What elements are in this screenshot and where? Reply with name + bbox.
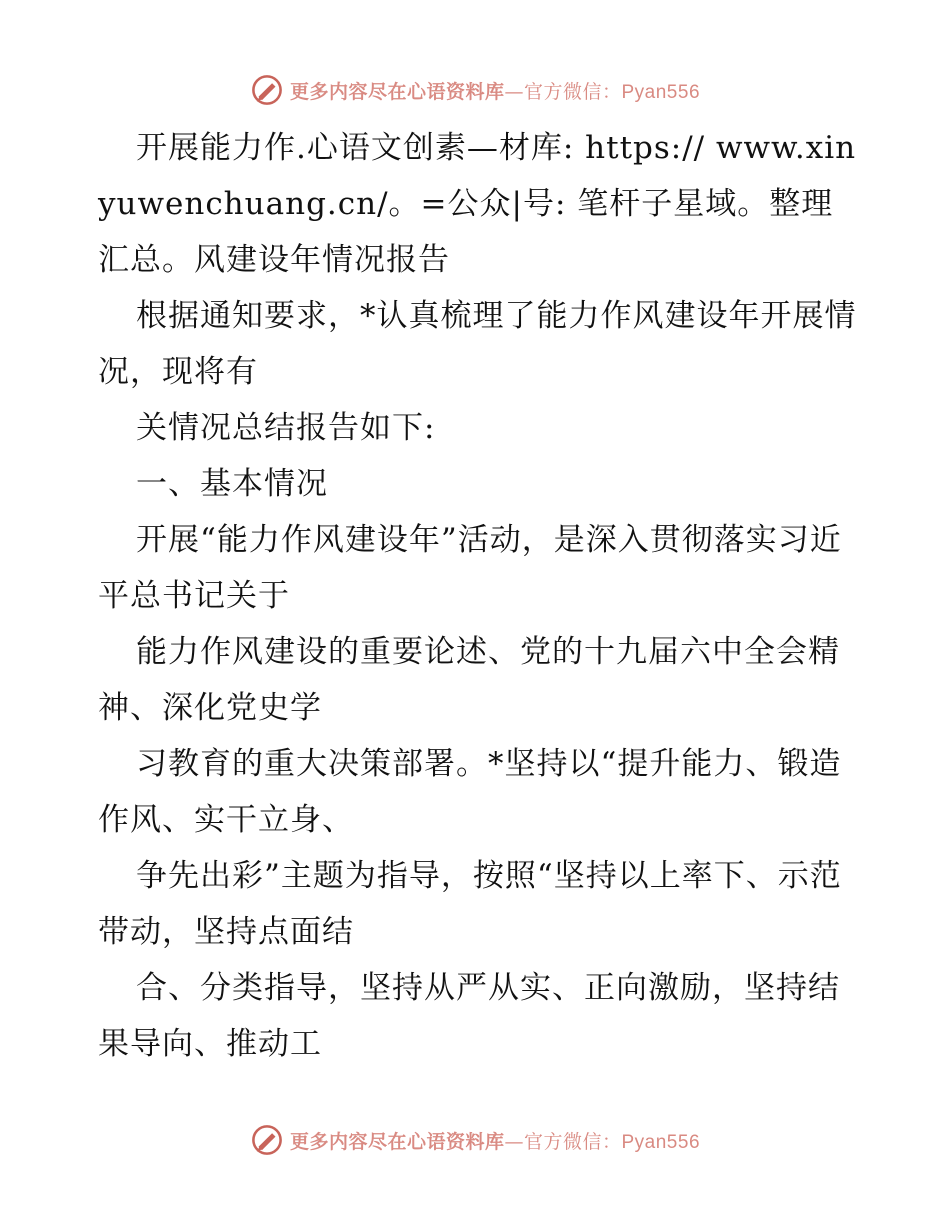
watermark-text [290,77,700,104]
watermark-wechat-label: 官方微信： [523,80,622,103]
watermark-brand: 更多内容尽在心语资料库 [289,80,505,103]
paragraph: 根据通知要求，*认真梳理了能力作风建设年开展情况，现将有 [98,298,857,390]
paragraph: 争先出彩”主题为指导，按照“坚持以上率下、示范带动，坚持点面结 [98,858,842,950]
watermark-dash: — [504,1130,524,1153]
pen-logo-icon [250,73,284,107]
watermark-wechat-label: 官方微信： [523,1130,622,1153]
watermark-dash: — [504,80,524,103]
document-body [98,120,858,1072]
watermark-text [290,1127,700,1154]
section-heading: 一、基本情况 [136,466,328,502]
paragraph: 合、分类指导，坚持从严从实、正向激励，坚持结果导向、推动工 [98,970,840,1062]
paragraph: 开展“能力作风建设年”活动，是深入贯彻落实习近平总书记关于 [98,522,842,614]
watermark-banner-top [0,70,950,110]
paragraph-title: 开展能力作.心语文创素—材库: https:// www.xinyuwenchuang.cn/。=公众|号: 笔杆子星域。整理汇总。风建设年情况报告 [98,130,857,278]
paragraph: 习教育的重大决策部署。*坚持以“提升能力、锻造作风、实干立身、 [98,746,842,838]
paragraph: 能力作风建设的重要论述、党的十九届六中全会精神、深化党史学 [98,634,840,726]
watermark-wechat-id: Pyan556 [621,81,701,103]
watermark-brand: 更多内容尽在心语资料库 [289,1130,505,1153]
watermark-banner-bottom [0,1120,950,1160]
watermark-wechat-id: Pyan556 [621,1131,701,1153]
paragraph: 关情况总结报告如下: [136,410,436,446]
pen-logo-icon [250,1123,284,1157]
